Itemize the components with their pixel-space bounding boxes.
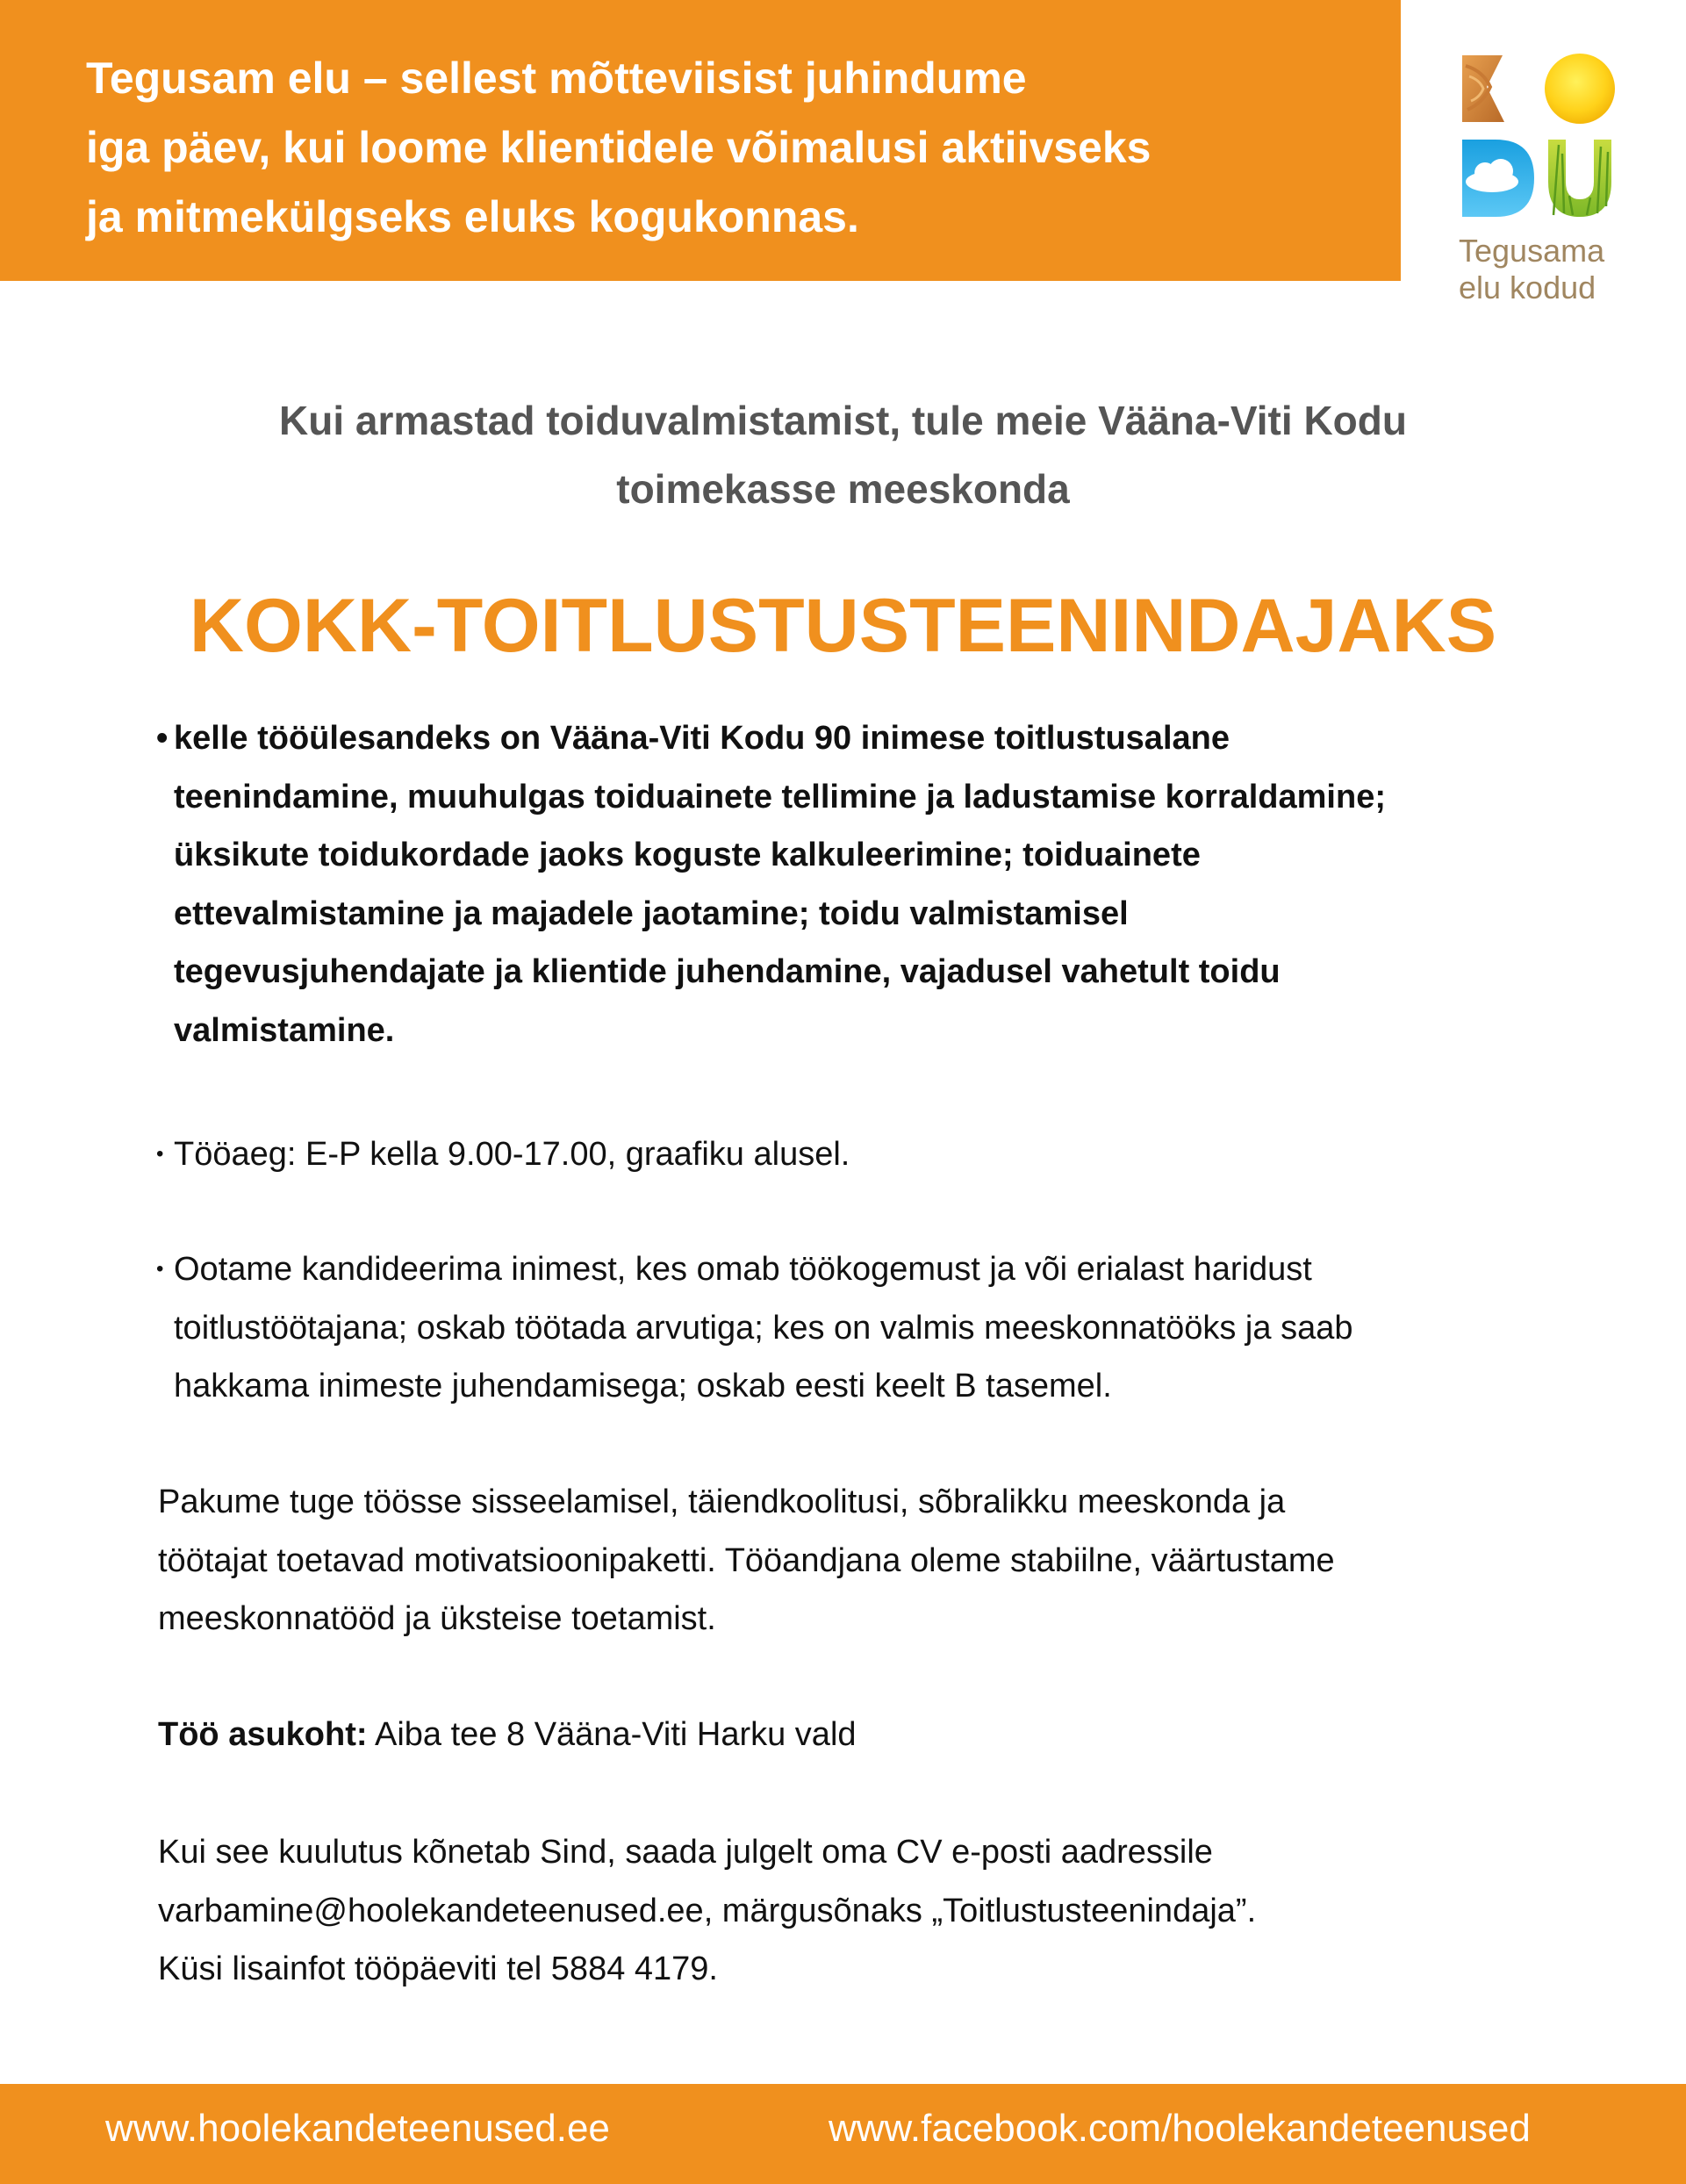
footer-website-link[interactable]: www.hoolekandeteenused.ee [105, 2107, 610, 2150]
duties-line: valmistamine. [174, 1011, 395, 1049]
logo-caption [1459, 233, 1652, 306]
hours-line: Tööaeg: E-P kella 9.00-17.00, graafiku alusel. [174, 1136, 850, 1173]
duties-bullet [156, 709, 1560, 1060]
duties-line: kelle tööülesandeks on Vääna-Viti Kodu 90 inimese toitlustusalane [174, 720, 1230, 757]
bullet-marker: • [156, 1142, 164, 1166]
logo-letter-d [1462, 140, 1534, 217]
contact-paragraph [158, 1823, 1580, 1999]
candidate-line: toitlustöötajana; oskab töötada arvutiga; kes on valmis meeskonnatööks ja saab [174, 1309, 1353, 1347]
offer-line: töötajat toetavad motivatsioonipaketti. Tööandjana oleme stabiilne, väärtustame [158, 1541, 1335, 1579]
header-slogan [86, 44, 1385, 252]
bullet-marker: • [156, 720, 169, 757]
logo-caption-line: elu kodud [1459, 269, 1596, 305]
duties-line: üksikute toidukordade jaoks koguste kalkuleerimine; toiduainete [174, 837, 1201, 873]
job-title: KOKK-TOITLUSTUSTEENINDAJAKS [189, 584, 1497, 668]
hours-bullet [156, 1125, 1560, 1184]
offer-line: Pakume tuge töösse sisseelamisel, täiendkoolitusi, sõbralikku meeskonda ja [158, 1484, 1286, 1520]
candidate-line: hakkama inimeste juhendamisega; oskab eesti keelt B tasemel. [174, 1368, 1112, 1405]
logo-letter-o-sun [1545, 54, 1615, 124]
duties-line: ettevalmistamine ja majadele jaotamine; toidu valmistamisel [174, 894, 1129, 932]
location-paragraph [158, 1706, 1580, 1764]
slogan-line: ja mitmekülgseks eluks kogukonnas. [86, 192, 859, 241]
duties-line: tegevusjuhendajate ja klientide juhendamine, vajadusel vahetult toidu [174, 953, 1281, 990]
contact-email-line[interactable]: varbamine@hoolekandeteenused.ee, märgusõnaks „Toitlustusteenindaja”. [158, 1892, 1257, 1929]
location-value: Aiba tee 8 Vääna-Viti Harku vald [367, 1716, 857, 1753]
intro-heading [0, 386, 1686, 523]
logo-letter-k [1462, 55, 1504, 122]
footer-facebook-link[interactable]: www.facebook.com/hoolekandeteenused [829, 2107, 1531, 2150]
location-label: Töö asukoht: [158, 1716, 368, 1753]
contact-phone-line: Küsi lisainfot tööpäeviti tel 5884 4179. [158, 1951, 718, 1987]
bullet-marker: • [156, 1257, 164, 1281]
offer-line: meeskonnatööd ja üksteise toetamist. [158, 1600, 716, 1637]
offer-paragraph [158, 1473, 1580, 1649]
contact-line: Kui see kuulutus kõnetab Sind, saada julgelt oma CV e-posti aadressile [158, 1834, 1213, 1871]
logo-caption-line: Tegusama [1459, 233, 1605, 269]
slogan-line: Tegusam elu – sellest mõtteviisist juhindume [86, 54, 1027, 103]
duties-line: teenindamine, muuhulgas toiduainete tellimine ja ladustamise korraldamine; [174, 778, 1386, 815]
logo-letter-u [1548, 140, 1611, 217]
candidate-bullet [156, 1240, 1560, 1416]
candidate-line: Ootame kandideerima inimest, kes omab töökogemust ja või erialast haridust [174, 1251, 1312, 1288]
kodu-logo [1457, 48, 1632, 224]
intro-line: Kui armastad toiduvalmistamist, tule meie Vääna-Viti Kodu [279, 398, 1407, 443]
slogan-line: iga päev, kui loome klientidele võimalusi aktiivseks [86, 123, 1152, 172]
intro-line: toimekasse meeskonda [616, 466, 1070, 512]
